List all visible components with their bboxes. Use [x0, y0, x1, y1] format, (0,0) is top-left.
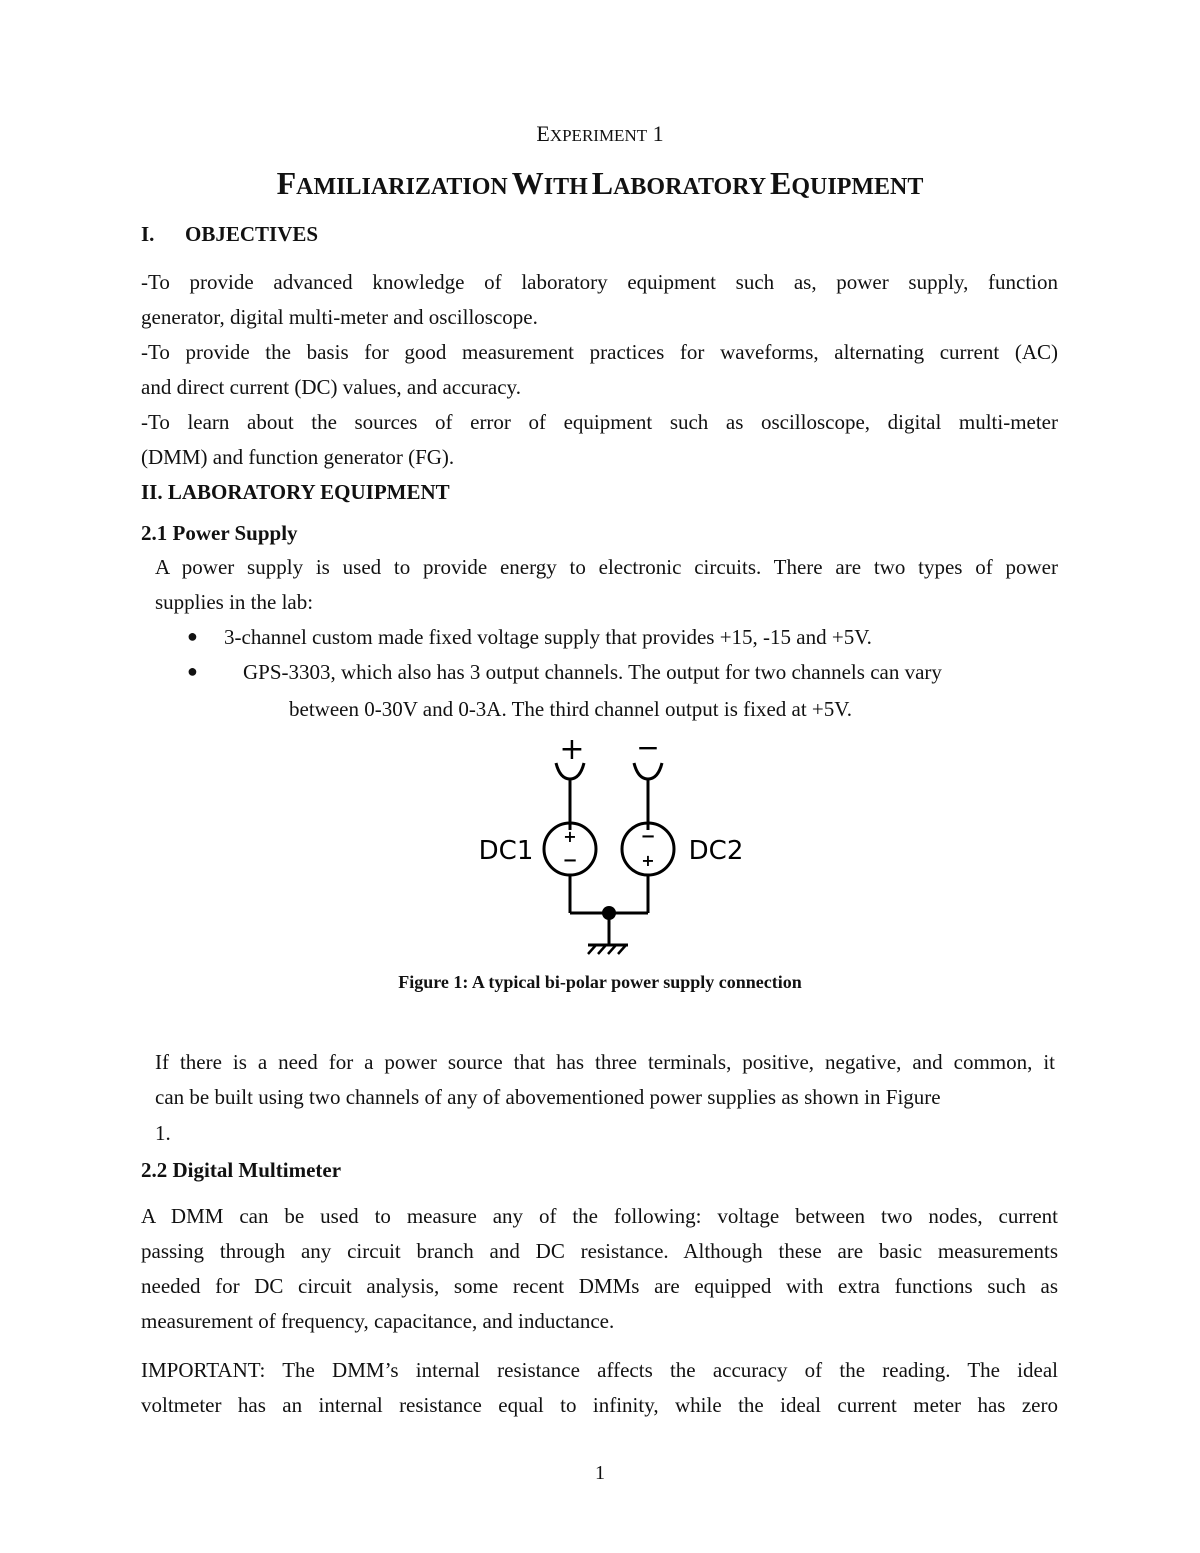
experiment-label-cap: E — [536, 121, 550, 146]
title-word-3-rest: ABORATORY — [613, 174, 767, 200]
important-line: IMPORTANT: The DMM’s internal resistance affects the accuracy of the reading. The ideal — [141, 1358, 1058, 1382]
positive-terminal-label: + — [559, 735, 585, 767]
objective-line: -To provide the basis for good measurement practices for waveforms, alternating current (AC) — [141, 340, 1058, 364]
dc2-bottom-polarity: + — [641, 851, 655, 870]
dmm-line: measurement of frequency, capacitance, and inductance. — [141, 1309, 615, 1333]
experiment-number: 1 — [647, 121, 664, 146]
title-word-2-cap: W — [511, 165, 544, 201]
title-word-4-rest: QUIPMENT — [791, 174, 924, 200]
section-title: OBJECTIVES — [185, 222, 319, 246]
dmm-line: needed for DC circuit analysis, some recent DMMs are equipped with extra functions such as — [141, 1274, 1058, 1298]
power-supply-diagram — [460, 735, 760, 960]
important-line: voltmeter has an internal resistance equal to infinity, while the ideal current meter has zero — [141, 1393, 1058, 1417]
dc1-label: DC1 — [478, 836, 534, 866]
important-paragraph — [141, 1353, 1058, 1423]
dc2-label: DC2 — [688, 836, 744, 866]
objective-line: -To learn about the sources of error of equipment such as oscilloscope, digital multi-meter — [141, 410, 1058, 434]
subsection-heading-dmm: 2.2 Digital Multimeter — [141, 1158, 342, 1182]
dmm-paragraph — [141, 1199, 1058, 1339]
page-number: 1 — [595, 1462, 605, 1484]
experiment-label — [0, 121, 1200, 147]
power-supply-intro-line: A power supply is used to provide energy to electronic circuits. There are two types of power — [155, 555, 1058, 579]
dc1-top-polarity: + — [563, 827, 577, 846]
bullet-item: 3-channel custom made fixed voltage supply that provides +15, -15 and +5V. — [224, 625, 872, 649]
experiment-label-rest: XPERIMENT — [549, 126, 648, 145]
title-word-1-cap: F — [276, 165, 297, 201]
section-heading-equipment: II. LABORATORY EQUIPMENT — [141, 480, 450, 504]
dc1-bottom-polarity: − — [562, 850, 578, 871]
dmm-line: A DMM can be used to measure any of the following: voltage between two nodes, current — [141, 1204, 1058, 1228]
after-figure-line: can be built using two channels of any of abovementioned power supplies as shown in Figure — [155, 1085, 941, 1109]
title-word-1-rest: AMILIARIZATION — [296, 174, 508, 200]
power-supply-intro-line: supplies in the lab: — [155, 590, 314, 614]
subsection-heading-power-supply: 2.1 Power Supply — [141, 521, 298, 545]
title-word-2-rest: ITH — [543, 174, 588, 200]
objective-line: generator, digital multi-meter and oscilloscope. — [141, 305, 538, 329]
after-figure-line: If there is a need for a power source that has three terminals, positive, negative, and common, it — [155, 1050, 1055, 1074]
bullet-item-continuation: between 0-30V and 0-3A. The third channel output is fixed at +5V. — [289, 697, 852, 721]
dmm-line: passing through any circuit branch and DC resistance. Although these are basic measurements — [141, 1239, 1058, 1263]
bullet-icon: ● — [187, 661, 198, 681]
objectives-text — [141, 265, 1058, 475]
negative-terminal-label: − — [636, 735, 660, 764]
title-word-4-cap: E — [770, 165, 792, 201]
dc2-top-polarity: − — [640, 826, 656, 847]
objective-line: -To provide advanced knowledge of laboratory equipment such as, power supply, function — [141, 270, 1058, 294]
page-title — [0, 165, 1200, 202]
terminal-cup-icon — [634, 763, 662, 779]
bullet-icon: ● — [187, 626, 198, 646]
section-number: I. — [141, 222, 155, 246]
after-figure-line: 1. — [155, 1121, 171, 1145]
objective-line: (DMM) and function generator (FG). — [141, 445, 455, 469]
section-heading-objectives — [141, 222, 319, 247]
objective-line: and direct current (DC) values, and accuracy. — [141, 375, 521, 399]
figure-caption: Figure 1: A typical bi-polar power supply connection — [398, 972, 802, 992]
title-word-3-cap: L — [591, 165, 614, 201]
bullet-item: GPS-3303, which also has 3 output channels. The output for two channels can vary — [243, 660, 942, 684]
